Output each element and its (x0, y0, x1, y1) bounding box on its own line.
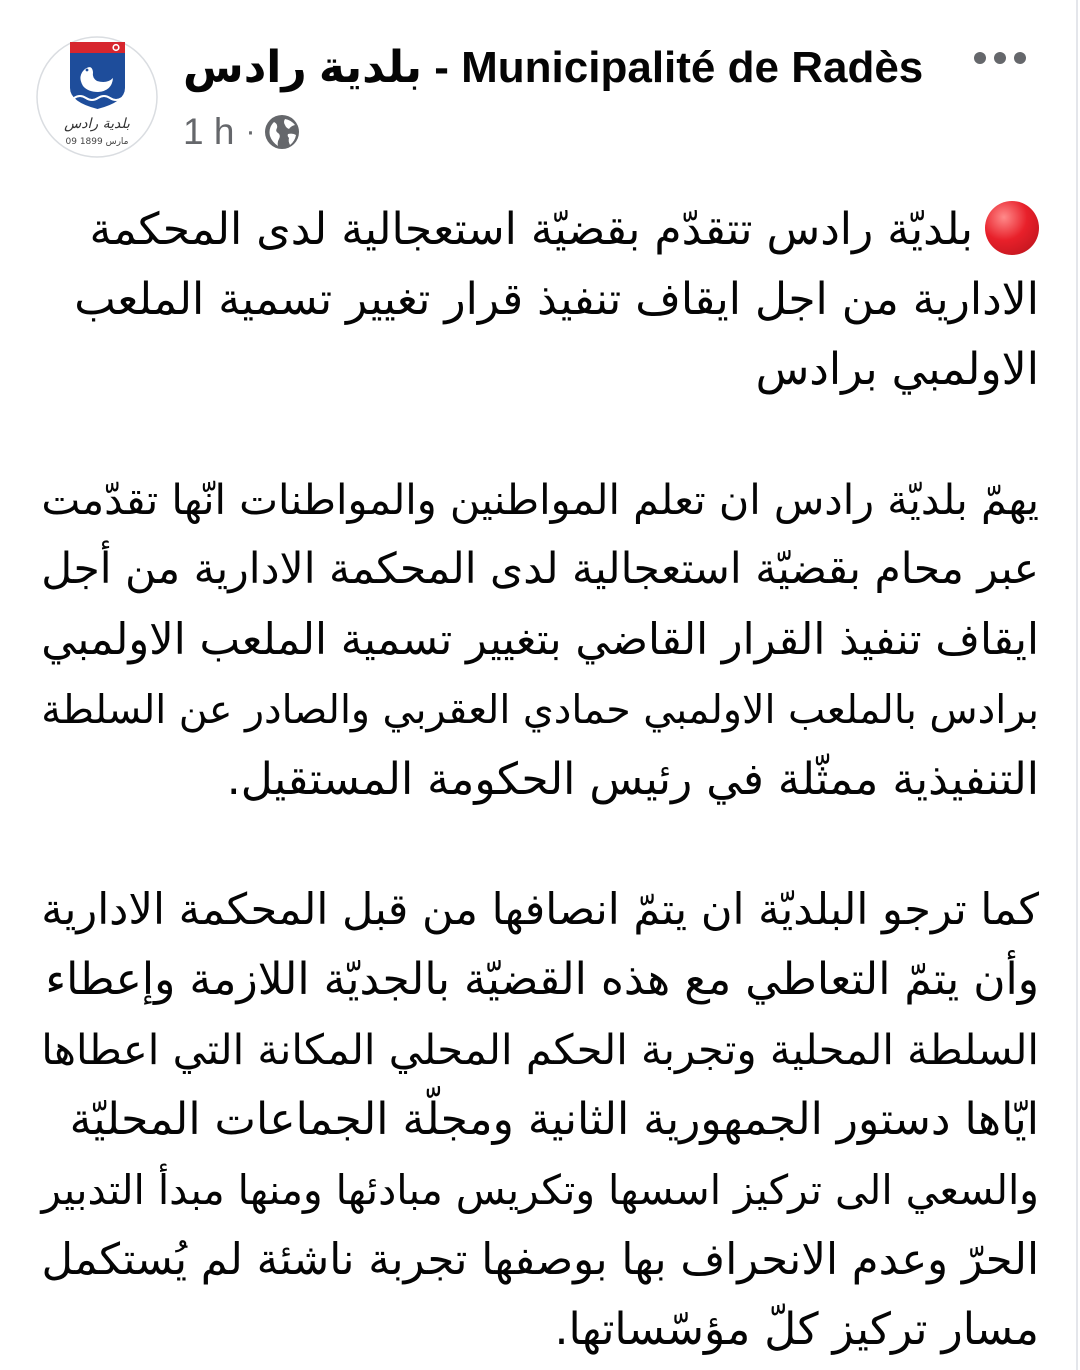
post-text-line (36, 335, 1039, 405)
post-text-line (36, 535, 1039, 605)
line-text: بلديّة رادس تتقدّم بقضيّة استعجالية لدى المحكمة (89, 204, 973, 255)
line-text: يهمّ بلديّة رادس ان تعلم المواطنين والمواطنات انّها تقدّمت (41, 476, 1039, 524)
post-meta (183, 108, 300, 156)
post-text-line (36, 745, 1039, 815)
post-text-line (36, 265, 1039, 335)
page-name-text: بلدية رادس - Municipalité de Radès (183, 43, 924, 92)
post-text-line (36, 195, 1039, 265)
post-text (36, 195, 1039, 1365)
post-text-line (36, 945, 1039, 1015)
municipality-logo (36, 36, 158, 158)
post-text-line (36, 1015, 1039, 1085)
more-dot (1014, 52, 1026, 64)
line-text: التنفيذية ممثّلة في رئيس الحكومة المستقيل. (226, 754, 1039, 805)
more-dot (974, 52, 986, 64)
line-text: وأن يتمّ التعاطي مع هذه القضيّة بالجديّة اللازمة وإعطاء (45, 954, 1039, 1005)
logo-text: بلدية رادس (64, 116, 130, 132)
line-text: الادارية من اجل ايقاف تنفيذ قرار تغيير تسمية الملعب (74, 274, 1039, 325)
more-options-icon[interactable] (974, 44, 1026, 72)
page-name-link[interactable] (183, 38, 953, 98)
line-text: ايقاف تنفيذ القرار القاضي بتغيير تسمية الملعب الاولمبي (41, 615, 1039, 665)
line-text: ايّاها دستور الجمهورية الثانية ومجلّة الجماعات المحليّة (69, 1094, 1039, 1145)
post-text-line (36, 675, 1039, 745)
page-avatar[interactable] (36, 36, 158, 158)
post-timestamp[interactable]: 1 h (183, 111, 235, 152)
meta-separator: · (245, 115, 256, 148)
logo-date: 09 مارس 1899 (65, 137, 129, 147)
line-text: كما ترجو البلديّة ان يتمّ انصافها من قبل المحكمة الادارية (41, 885, 1039, 935)
line-text: الحرّ وعدم الانحراف بها بوصفها تجربة ناشئة لم يُستكمل (41, 1235, 1039, 1285)
red-circle-icon (985, 201, 1039, 255)
line-text: مسار تركيز كلّ مؤسّساتها. (554, 1304, 1039, 1355)
globe-icon (264, 114, 300, 150)
more-dot (994, 52, 1006, 64)
post-text-line (36, 875, 1039, 945)
post-text-line (36, 465, 1039, 535)
post-paragraph (36, 875, 1039, 1365)
post-paragraph (36, 195, 1039, 405)
post-text-line (36, 1155, 1039, 1225)
line-text: السلطة المحلية وتجربة الحكم المحلي المكانة التي اعطاها (41, 1025, 1039, 1074)
post-text-line (36, 1225, 1039, 1295)
post-paragraph (36, 465, 1039, 815)
post-text-line (36, 605, 1039, 675)
post-text-line (36, 1295, 1039, 1365)
line-text: عبر محام بقضيّة استعجالية لدى المحكمة الادارية من أجل (41, 545, 1039, 594)
line-text: برادس بالملعب الاولمبي حمادي العقربي والصادر عن السلطة (41, 687, 1039, 733)
post-text-line (36, 1085, 1039, 1155)
line-text: الاولمبي برادس (755, 344, 1039, 395)
line-text: والسعي الى تركيز اسسها وتكريس مبادئها ومنها مبدأ التدبير (41, 1166, 1039, 1214)
